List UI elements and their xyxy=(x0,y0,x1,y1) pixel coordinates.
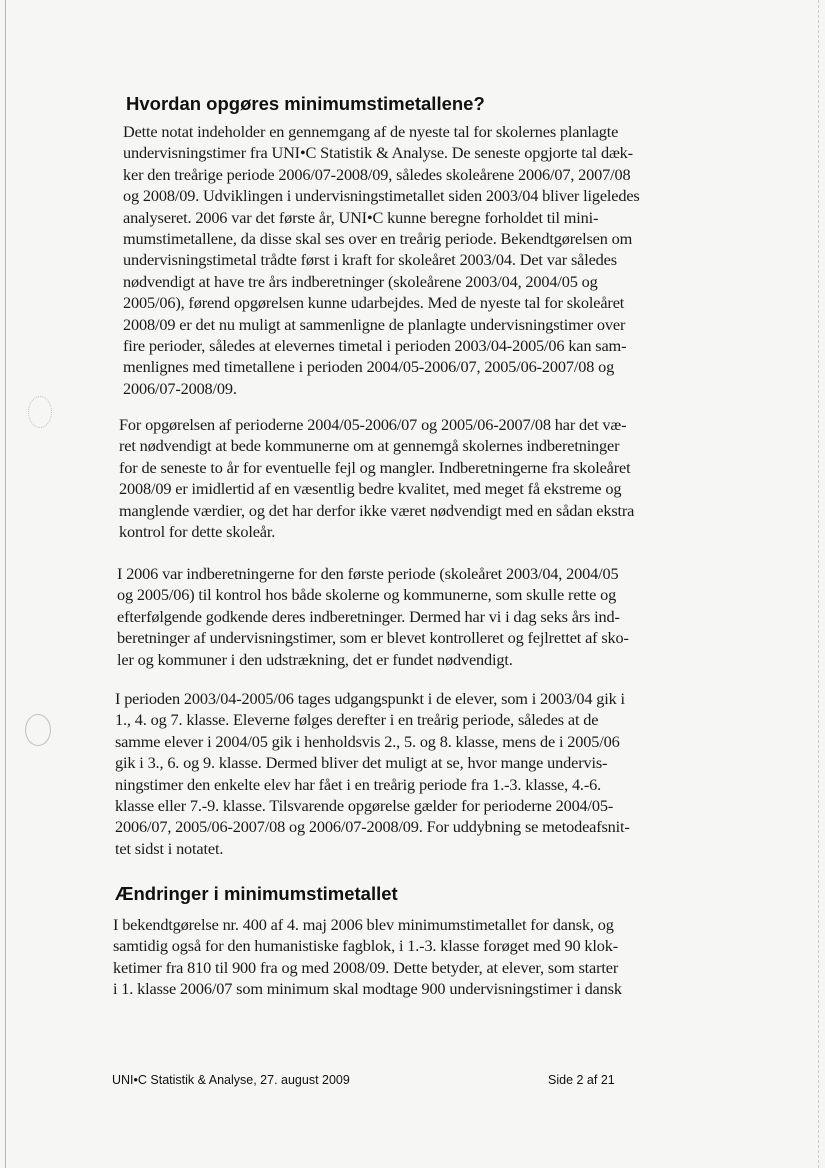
text-line: I perioden 2003/04-2005/06 tages udgangspunkt i de elever, som i 2003/04 gik i xyxy=(115,689,625,708)
text-line: samtidig også for den humanistiske fagblok, i 1.-3. klasse forøget med 90 klok- xyxy=(113,936,618,956)
text-line: fire perioder, således at elevernes timetal i perioden 2003/04-2005/06 kan sam- xyxy=(123,336,627,356)
punch-hole-mark xyxy=(28,396,52,428)
text-line: mumstimetallene, da disse skal ses over en treårig periode. Bekendtgørelsen om xyxy=(123,229,633,249)
text-line: 1., 4. og 7. klasse. Eleverne følges derefter i en treårig periode, således at de xyxy=(115,710,599,730)
text-line: 2005/06), førend opgørelsen kunne udarbejdes. Med de nyeste tal for skoleåret xyxy=(123,293,625,313)
text-line: 2008/09 er det nu muligt at sammenligne de planlagte undervisningstimer over xyxy=(123,314,626,334)
section-heading-aendringer: Ændringer i minimumstimetallet xyxy=(115,883,398,904)
text-line: og 2008/09. Udviklingen i undervisningstimetallet siden 2003/04 bliver ligeledes xyxy=(123,186,640,206)
footer-page-number: Side 2 af 21 xyxy=(548,1073,615,1087)
punch-hole-mark xyxy=(25,714,51,746)
text-line: For opgørelsen af perioderne 2004/05-2006/07 og 2005/06-2007/08 har det væ- xyxy=(119,415,627,434)
text-line: ker den treårige periode 2006/07-2008/09, således skoleårene 2006/07, 2007/08 xyxy=(123,164,631,184)
text-line: kontrol for dette skoleår. xyxy=(119,522,276,542)
page-left-edge xyxy=(5,0,6,1168)
text-line: manglende værdier, og det har derfor ikke været nødvendigt med en sådan ekstra xyxy=(119,500,635,520)
text-line: tet sidst i notatet. xyxy=(115,838,224,858)
text-line: klasse eller 7.-9. klasse. Tilsvarende opgørelse gælder for perioderne 2004/05- xyxy=(115,796,614,816)
paragraph-2006 xyxy=(117,563,629,670)
text-line: ketimer fra 810 til 900 fra og med 2008/09. Dette betyder, at elever, som starter xyxy=(113,957,619,977)
footer-publisher-date: UNI•C Statistik & Analyse, 27. august 2009 xyxy=(112,1073,350,1087)
paragraph-perioder xyxy=(115,688,630,859)
text-line: ningstimer den enkelte elev har fået i en treårig periode fra 1.-3. klasse, 4.-6. xyxy=(115,774,602,794)
text-line: for de seneste to år for eventuelle fejl og mangler. Indberetningerne fra skoleåret xyxy=(119,457,631,477)
text-line: gik i 3., 6. og 9. klasse. Dermed bliver det muligt at se, hvor mange undervis- xyxy=(115,753,608,773)
text-line: Dette notat indeholder en gennemgang af de nyeste tal for skolernes planlagte xyxy=(123,122,619,141)
text-line: ler og kommuner i den udstrækning, det er fundet nødvendigt. xyxy=(117,649,513,669)
text-line: 2006/07, 2005/06-2007/08 og 2006/07-2008/09. For uddybning se metodeafsnit- xyxy=(115,817,630,837)
text-line: undervisningstimetal trådte først i kraft for skoleåret 2003/04. Det var således xyxy=(123,250,617,270)
paragraph-kontrol xyxy=(119,414,634,542)
section-heading-minimumstimetal: Hvordan opgøres minimumstimetallene? xyxy=(126,93,485,114)
text-line: og 2005/06) til kontrol hos både skolerne og kommunerne, som skulle rette og xyxy=(117,585,617,605)
text-line: i 1. klasse 2006/07 som minimum skal modtage 900 undervisningstimer i dansk xyxy=(113,979,622,999)
text-line: samme elever i 2004/05 gik i henholdsvis 2., 5. og 8. klasse, mens de i 2005/06 xyxy=(115,731,620,751)
text-line: analyseret. 2006 var det første år, UNI•C kunne beregne forholdet til mini- xyxy=(123,207,599,227)
paragraph-bekendtgoerelse xyxy=(113,914,622,1000)
text-line: menlignes med timetallene i perioden 2004/05-2006/07, 2005/06-2007/08 og xyxy=(123,357,615,377)
text-line: 2008/09 er imidlertid af en væsentlig bedre kvalitet, med meget få ekstreme og xyxy=(119,479,622,499)
paragraph-intro xyxy=(123,121,640,399)
page-right-edge xyxy=(818,0,820,1168)
text-line: efterfølgende godkende deres indberetninger. Dermed har vi i dag seks års ind- xyxy=(117,606,620,626)
text-line: beretninger af undervisningstimer, som er blevet kontrolleret og fejlrettet af sko- xyxy=(117,628,629,648)
text-line: 2006/07-2008/09. xyxy=(123,378,237,398)
text-line: nødvendigt at have tre års indberetninger (skoleårene 2003/04, 2004/05 og xyxy=(123,271,598,291)
text-line: I 2006 var indberetningerne for den første periode (skoleåret 2003/04, 2004/05 xyxy=(117,564,619,583)
text-line: ret nødvendigt at bede kommunerne om at gennemgå skolernes indberetninger xyxy=(119,436,620,456)
text-line: I bekendtgørelse nr. 400 af 4. maj 2006 blev minimumstimetallet for dansk, og xyxy=(113,915,614,934)
text-line: undervisningstimer fra UNI•C Statistik & Analyse. De seneste opgjorte tal dæk- xyxy=(123,143,633,163)
